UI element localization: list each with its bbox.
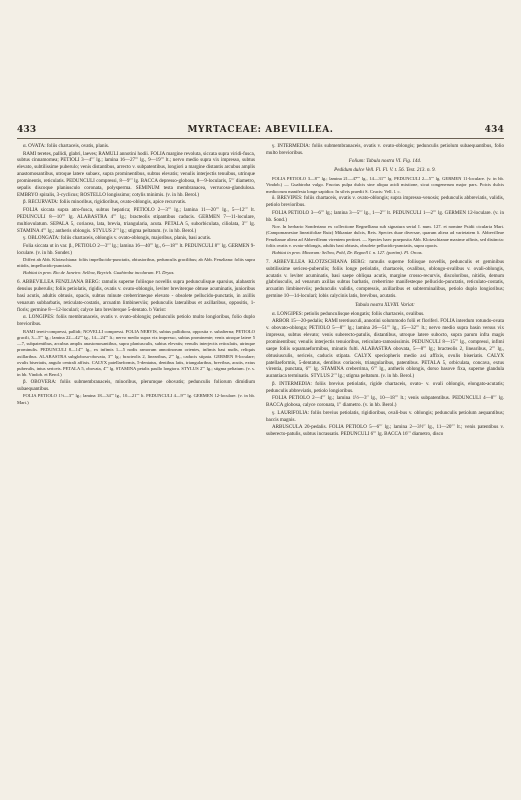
right-column <box>266 143 504 773</box>
paragraph: β. RECURVATA: foliis minoribus, rigidioribus, ovato-oblongis, apice recurvatis. <box>23 199 187 206</box>
paragraph: α. LONGIPES: foliis membranaceis, ovatis v. ovato-oblongis; pedunculis petiolo multo longioribus, folio duplo brevioribus. <box>17 314 255 328</box>
paragraph: FOLIA PETIOLO 3—8′′′ lg.; lamina 21—47′′′ lg., 14—31′′′ lg. PEDUNCULI 2—5′′′ lg. GERMEN 11-loculare. (v. in hb. Vindob.) — Guabiroba vulgo. Fructus pulpa dulcis sine aliqua acidi mixtione, sicut congenerum major pars. Poicis dulcis mediocrum manifesta longe sapidior. In silvis praedii S. Crucis: Vell. l. c. <box>266 176 504 194</box>
paragraph: Nov. In herbario Sonderiano ex collectione Regnelliana sub signatura serial I. num. 127. et nomine Psidii cicularia Mart. (Campomanesiae lineatifoliae Ruiz) Mikaniae dulcis, Reis. Species duae diversae, quarum altera ad varietatem δ. Abbevilleae Fenzlianae altera ad Abbevilleam virentem pertinet. — Species haec praeposita Abb. Klotzschianae maxime affinis, sed distincta: foliis ovatis v. ovato-oblongis, adultis basi obtusis, obsolete pellucido-punctatis, supra opacis. <box>266 224 504 248</box>
paragraph: δ. BREVIPES: foliis chartaceis, ovatis v. ovato-oblongis; supra impresso-venosis; pedunculis abbreviatis, validis, petiolo brevioribus. <box>266 195 504 209</box>
paragraph: α. OVATA: foliis chartaceis, ovatis, planis. <box>23 143 110 149</box>
text-columns <box>17 143 504 773</box>
paragraph: 7. ABBEVILLEA KLOTZSCHIANA BERG: ramulis superne foliisque novellis, pedunculis et geminibus subtilissime sericeo-puberulis; foliis longe petiolatis, chartaceis, ovalibus, oblongo-ovalibus v. ovali-oblongis, acutatis v. leviter acuminatis, basi saepe obliqua acutis, margine crosso-recurvis, discoloribus, nitidis, demum glabriusculis, ad venarum axillas subtus barbatis, creberrime manifesteque pellucido-punctatis, reticulato-costatis, arcuatim limbinerviis; pedunculis validis, compressis, axillaribus et subterminalibus, petiolo duplo longioribus; germine 10—14-loculari; lobis calycinis latis, brevibus, acutatis. <box>266 258 504 300</box>
paragraph: γ. OBLONGATA: foliis chartaceis, oblongis v. ovato-oblongis, majoribus, planis, basi acutis. <box>23 235 212 242</box>
paragraph: FOLIA siccata supra atro-fusca, subtus hepatica; PETIOLO 2—3′′′ lg.; lamina 11—20′′′ lg., 5—12′′′ lt. PEDUNCULI 8—10′′′ lg. ALABASTRA 4′′′ lg.; bracteolis stipantibus caducis. GERMEN 7—11-loculare, multiovulatum. SEPALA 5, coriacea, lata, brevia, triangularia, acuta. PETALA 5, suborbiculata, ciliolata, 3′′′ lg. STAMINA 4′′′ lg.; antheris oblongis. STYLUS 2′′′ lg.; stigma peltatum. (v. in hb. Berol.) <box>17 206 255 234</box>
paragraph: β. INTERMEDIA: foliis brevius petiolatis, rigide chartaceis, ovato- v. ovali oblongis, elongato-acutatis; pedunculis abbreviatis, petiolo longioribus. <box>266 380 504 394</box>
paragraph: Folia siccata ut in var. β., PETIOLO 2—3′′′ lg.; lamina 16—40′′′ lg., 6—18′′′ lt. PEDUNCULI 8′′′ lg. GERMEN 9-loculare. (v. in hb. Sonder.) <box>17 242 255 256</box>
paragraph: γ. INTERMEDIA: foliis submembranaceis, ovatis v. ovato-oblongis; pedunculis petiolum subaequantibus, folio multo brevioribus. <box>266 143 504 156</box>
paragraph: FOLIA PETIOLO 2—4′′′ lg.; lamina 1½—3′′ lg., 10—18′′′ lt.; venis subpatentibus. PEDUNCULI 4—8′′′ lg. BACCA globosa, calyce coronata, 1′′ diametro. (v. in hb. Berol.) <box>266 395 504 409</box>
paragraph: 6. ABBEVILLEA FENZLIANA BERG: ramulis superne foliisque novellis supra pedunculisque sparsius, alabastris densius puberulis; foliis petiolatis, rigidis, ovatis v. ovato-oblongis, leviter breviterque obtuse acuminatis, junioribus basi acutis, adultis obtusis, opacis, subtus minute creberrimeque elevato - obsolete pellucido-punctatis, in axillis venarum subbarbatis, reticulato-costatis, arcuatim limbinerviis; pedunculis lateralibus et axillaribus, oppositis, 1-floris; germine 8—12-loculari; calyce lato breviterque 5-dentato. b Varist: <box>17 279 255 313</box>
paragraph: ARBOR 15—20-pedalis; RAMI teretiusculi, annotini solummodo folii et floriferi. FOLIA interdum rotundo-ovata v. obovato-oblonga; PETIOLO 5—8′′′ lg.; lamina 26—51′′′ lg., 15—32′′′ lt.; nervo medio supra basin versus vix impresso, subtus elevato; venis suberecto-patulis, distantibus, utroque latere subocto, supra parum infra magis prominentibus; venulis interjectis tenuioribus, reticulato-ramosissimis. PEDUNCULI 8—15′′′ lg., compressi, infimi saepe foliis squamaeformibus, minutis fulti. ALABASTRA obovata, 5—8′′′ lg.; bracteolis 2, linearibus, 2′′′ lg., obtusiusculis, sericeis, caducis stipata. CALYX speciopheris medio axi affixis, ovulis biseriatis. CALYX patellaeformis, 5-dentatus, dentibus coriaceis, triangularibus, patentibus. PETALA 5, orbiculata, concava, extus virentia, punctata, 6′′′ lg. STAMINA creberrima, 6′′′ lg., antheris oblongis, dorso basove fixa, superne glandula aurantiaca terminatis. STYLUS 2′′′ lg.; stigma peltatum. (v. in hb. Berol.) <box>266 318 504 380</box>
paragraph: Habitat in prov. Minarum: Sellow, Pohl, Dr. Regnell l. n. 127. (partim). Fl. Orcas. <box>272 249 423 255</box>
page-number-left: 433 <box>17 125 37 135</box>
paragraph: RAMI tereti-compressi, pallidi; NOVELLI compressi. FOLIA NERVIS, subtus pallidiora, opposita v. subalterna; PETIOLO gracili, 3—5′′′ lg.; lamina 22—42′′′ lg., 14—24′′′ lt.; nervo medio supra vix impresso, subtus prominente; venis utroque latere 5—7, subpatentibus, arcubus amplis anastomosantibus, supra planiusculis, subtus elevatis; venulis interjectis reticulatis, utrinque prominulis. PEDUNCULI 8—14′′′ lg., ex infimis 1—5 nodis ramorum annotinorum orientes, infimis basi nudis, reliquis axillaribus. ALABASTRA subglobosa-obovata, 3′′′ lg.; bracteolis 2, linearibus, 2′′′ lg., caducis stipata. GERMEN 8-loculare; ovulis biseriatis, angulo centrali affixis. CALYX patellaeformis, 5-dentatus, dentibus latis, triangularibus, brevibus, acutis, extus puberulis, intus sericeis. PETALA 5, obovata, 4′′′ lg. STAMINA petalis paullo longiora. STYLUS 2′′′ lg.; stigma peltatum. (v. s. in hb. Vindob. et Berol.) <box>17 328 255 378</box>
header-rule <box>17 138 504 139</box>
paragraph: Habitat in prov. Rio de Janeiro: Sellow, Beyrich. Guahiroba incolarum. Fl. Dryas. <box>23 270 175 276</box>
paragraph: Tabula nostra XLVIII. Variat: <box>355 301 415 308</box>
paragraph: Differt ab Abb. Klotzschiana: foliis impellucido-punctatis, obtusioribus, pedunculis gracilibus; ab Abb. Fenzliana: foliis supra nitidis, impellucido-punctatis. <box>17 257 255 269</box>
paragraph: Pedidum dulce Vell. Fl. Fl. V. t. 56. Text. 213. n. 9. <box>334 167 436 174</box>
left-column <box>17 143 255 773</box>
paragraph: α. LONGIPES: petiolis pedunculisque elongatis; foliis chartaceis, ovalibus. <box>272 310 425 317</box>
paragraph: Folium: Tabula nostra VI. Fig. 144. <box>348 158 422 165</box>
paragraph: FOLIA PETIOLO 3—6′′′ lg.; lamina 3—5′′′ lg., 1—2′′′ lt. PEDUNCULI 1—2′′′ lg. GERMEN 12-loculare. (v. in hb. Sond.) <box>266 209 504 223</box>
paragraph: ARBUSCULA 20-pedalis. FOLIA PETIOLO 5—6′′′ lg.; lamina 2—3½′′ lg., 11—20′′′ lt.; venis patentibus v. suberecto-patulis, subtus incrassatis. PEDUNCULI 6′′′ lg. BACCA 16′′′ diametro, disco <box>266 424 504 437</box>
running-title: MYRTACEAE: ABEVILLEA. <box>187 125 334 135</box>
paragraph: FOLIA PETIOLO 1½—3′′′ lg.; lamina 18—34′′′ lg., 10—21′′′ lt. PEDUNCULI 4—9′′′ lg. GERMEN 12-loculare. (v. in hb. Mart.) <box>17 393 255 405</box>
paragraph: β. OBOVERA: foliis submembranaceis, minoribus, plerumque obovatis; pedunculis foliorum dimidium subaequantibus. <box>17 379 255 392</box>
page-number-right: 434 <box>484 125 504 135</box>
page-header <box>17 123 504 137</box>
paragraph: γ. LAURIFOLIA: foliis brevius petiolatis, rigidioribus, ovali-bus v. oblongis; pedunculis petiolum aequantibus; baccis magnis. <box>266 409 504 423</box>
paragraph: RAMI teretes, pallidi, glabri, laeves; RAMULI annotini hodii. FOLIA margine revoluta, siccata supra viridi-fusca, subtus cinnamomea; PETIOLI 3—4′′′ lg.; lamina 16—27′′′ lg., 9—19′′′ lt.; nervo medio supra vix impresso, subtus elevato, subtilissime puberulo; venis distantibus, arrecto v. subpatentibus, longiori a margine distantis arcubus amplis anastomosantibus, utroque latere subaex, supra prominentibus, subtus elevatis; venulis interjectis tenuibus, utrinque prominentis, reticulatis. PEDUNCULI compressi, 8—9′′′ lg. BACCA depresso-globosa, 8—9-locularis, 5′′′ diametro, sepalis discoque planiusculo coronata, polysperma. SEMINUM testa membranacea, verrucoso-glandulosa. EMBRYO spiralis, 3-cyclicus; ROSTELLO longissimo; cotylis minimis. (v. in hb. Berol.) <box>17 150 255 198</box>
